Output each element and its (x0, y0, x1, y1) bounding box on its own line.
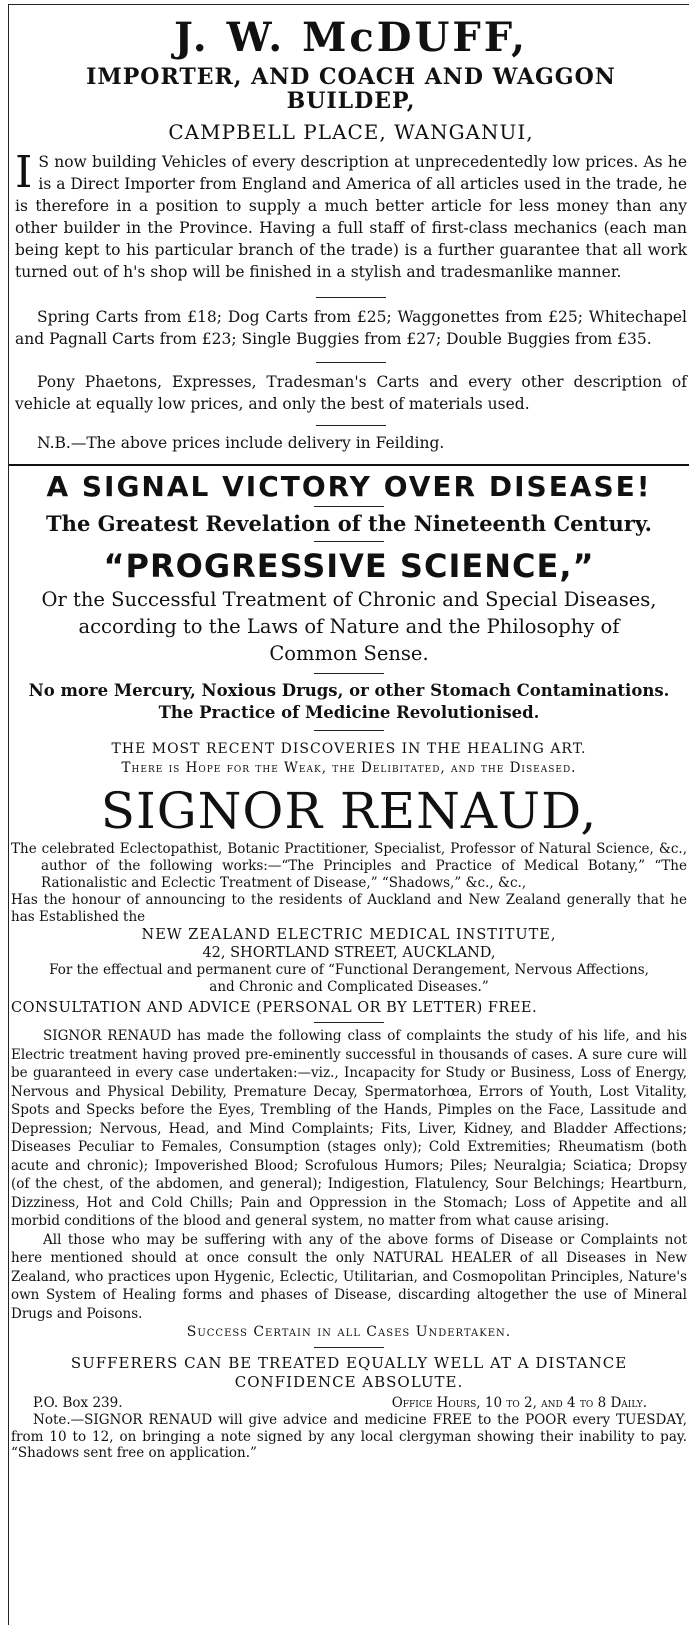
renaud-no-more-line: No more Mercury, Noxious Drugs, or other Stomach Contaminations. The Practice of Medicine Revolutionised. (28, 681, 670, 722)
renaud-subhead: The Greatest Revelation of the Nineteenth Century. (46, 511, 652, 536)
newspaper-page (8, 4, 689, 1625)
mcduff-other-vehicles: Pony Phaetons, Expresses, Tradesman's Carts and every other description of vehicle at equally low prices, and only the best of materials used. (15, 373, 687, 413)
divider (314, 541, 384, 542)
renaud-credentials: The celebrated Eclectopathist, Botanic Practitioner, Specialist, Professor of Natural Science, &c., author of the following works:—“The Principles and Practice of Medical Botany,” “The Rationalistic and Eclectic Treatment of Disease,” “Shadows,” &c., &c., (11, 841, 687, 891)
mcduff-intro-text: S now building Vehicles of every description at unprecedentedly low prices. As he is a Direct Importer from England and America of all articles used in the trade, he is therefore in a position to supply a much better article for less money than any other builder in the Province. Having a full staff of first-class mechanics (each man being kept to his particular branch of the trade) is a further guarantee that all work turned out of h's shop will be finished in a stylish and tradesmanlike manner. (15, 153, 687, 281)
renaud-consultation: CONSULTATION AND ADVICE (PERSONAL OR BY LETTER) FREE. (11, 1000, 538, 1016)
renaud-name: SIGNOR RENAUD, (100, 782, 598, 840)
mcduff-trade: IMPORTER, AND COACH AND WAGGON BUILDEP, (86, 64, 616, 114)
renaud-complaints: SIGNOR RENAUD has made the following class of complaints the study of his life, and his Electric treatment having proved pre-eminently successful in thousands of cases. A sure cure will be guaranteed in every case undertaken:—viz., Incapacity for Study or Business, Loss of Energy, Nervous and Physical Debility, Premature Decay, Spermatorhœa, Errors of Youth, Lost Vitality, Spots and Specks before the Eyes, Trembling of the Hands, Pimples on the Face, Lassitude and Depression; Nervous, Head, and Mind Complaints; Fits, Liver, Kidney, and Bladder Affections; Diseases Peculiar to Females, Consumption (stages only); Cold Extremities; Rheumatism (both acute and chronic); Impoverished Blood; Scrofulous Humors; Piles; Neuralgia; Sciatica; Dropsy (of the chest, of the abdomen, and general); Indigestion, Flatulency, Sour Belchings; Heartburn, Dizziness, Hot and Cold Chills; Pain and Oppression in the Stomach; Loss of Appetite and all morbid conditions of the blood and general system, no matter from what cause arising. (11, 1028, 687, 1229)
renaud-institute: NEW ZEALAND ELECTRIC MEDICAL INSTITUTE, (141, 927, 557, 943)
mcduff-nb: N.B.—The above prices include delivery in Feilding. (37, 434, 445, 452)
renaud-contact-row (11, 1394, 687, 1412)
divider (314, 506, 384, 507)
renaud-natural-healer: All those who may be suffering with any of the above forms of Disease or Complaints not here mentioned should at once consult the only NATURAL HEALER of all Diseases in New Zealand, who practices upon Hygenic, Eclectic, Utilitarian, and Cosmopolitan Principles, Nature's own System of Healing forms and phases of Disease, discarding altogether the use of Mineral Drugs and Poisons. (11, 1231, 687, 1322)
divider (314, 1347, 384, 1348)
renaud-announce: Has the honour of announcing to the residents of Auckland and New Zealand generally that he has Established the (11, 892, 687, 925)
renaud-title: “PROGRESSIVE SCIENCE,” (103, 547, 595, 585)
mcduff-address: CAMPBELL PLACE, WANGANUI, (168, 120, 534, 144)
renaud-subtitle: Or the Successful Treatment of Chronic and Special Diseases, according to the Laws of Nature and the Philosophy of Common Sense. (41, 588, 657, 665)
divider (314, 1022, 384, 1023)
mcduff-name: J. W. McDUFF, (173, 14, 529, 61)
advertisement-separator (9, 464, 689, 466)
divider (316, 297, 386, 298)
renaud-note: Note.—SIGNOR RENAUD will give advice and medicine FREE to the POOR every TUESDAY, from 10 to 12, on bringing a note signed by any local clergyman showing their inability to pay. “Shadows sent free on application.” (11, 1412, 687, 1461)
renaud-distance: SUFFERERS CAN BE TREATED EQUALLY WELL AT A DISTANCE CONFIDENCE ABSOLUTE. (70, 1354, 628, 1391)
renaud-advertisement (9, 470, 689, 1462)
renaud-office-hours: Office Hours, 10 to 2, and 4 to 8 Daily. (391, 1395, 647, 1411)
renaud-success: Success Certain in all Cases Undertaken. (186, 1324, 512, 1340)
divider (314, 730, 384, 731)
renaud-street: 42, SHORTLAND STREET, AUCKLAND, (202, 945, 496, 961)
mcduff-prices: Spring Carts from £18; Dog Carts from £25; Waggonettes from £25; Whitechapel and Pagnall Carts from £23; Single Buggies from £27; Double Buggies from £35. (15, 308, 687, 348)
renaud-discoveries: THE MOST RECENT DISCOVERIES IN THE HEALING ART. (111, 741, 587, 757)
mcduff-advertisement (9, 14, 689, 454)
divider (314, 673, 384, 674)
renaud-headline: A SIGNAL VICTORY OVER DISEASE! (46, 470, 652, 503)
divider (316, 425, 386, 426)
renaud-hope: There is Hope for the Weak, the Delibitated, and the Diseased. (121, 760, 577, 776)
drop-cap: I (15, 147, 33, 198)
renaud-cure: For the effectual and permanent cure of “Functional Derangement, Nervous Affections, and Chronic and Complicated Diseases.” (49, 962, 649, 995)
renaud-po-box: P.O. Box 239. (33, 1395, 123, 1411)
mcduff-intro-paragraph (15, 147, 687, 283)
divider (316, 362, 386, 363)
